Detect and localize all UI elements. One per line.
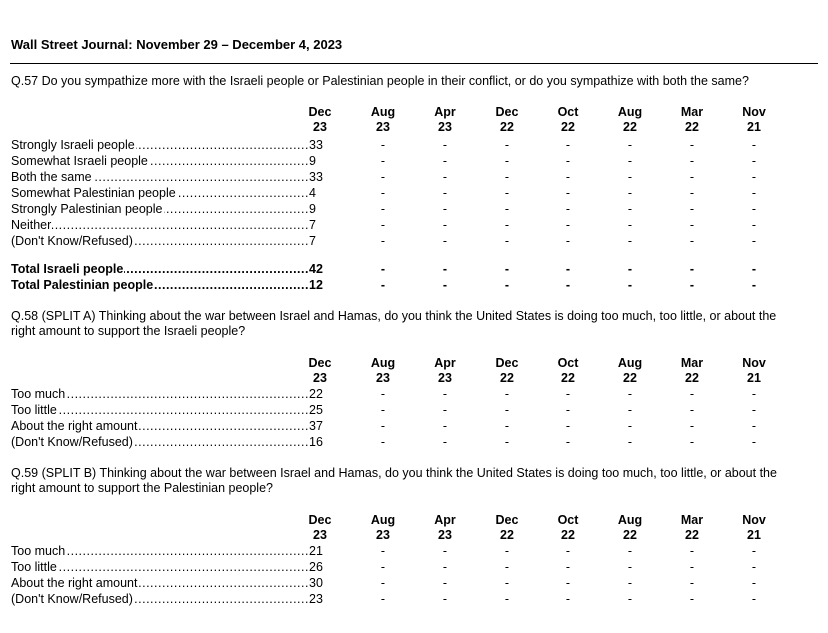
empty-cell: -: [565, 592, 571, 606]
column-year: 23: [438, 120, 452, 134]
column-year: 22: [685, 120, 699, 134]
empty-cell: -: [565, 218, 571, 232]
column-header: [295, 105, 345, 135]
row-label-cell: [11, 418, 309, 434]
column-month: Oct: [557, 513, 579, 527]
empty-cell: -: [689, 387, 695, 401]
column-header: [667, 356, 717, 386]
row-value: 25: [309, 403, 323, 417]
row-label-cell: [11, 185, 309, 201]
column-month: Oct: [557, 356, 579, 370]
empty-cell: -: [689, 186, 695, 200]
empty-cell: -: [380, 170, 386, 184]
column-header: [543, 105, 593, 135]
column-month: Aug: [370, 356, 396, 370]
column-header: [543, 513, 593, 543]
total-row: [11, 261, 757, 277]
empty-cell: -: [689, 419, 695, 433]
row-label-cell: [11, 386, 309, 402]
empty-cell: -: [565, 419, 571, 433]
column-year: 22: [561, 371, 575, 385]
empty-cell: -: [380, 387, 386, 401]
empty-cell: -: [380, 262, 386, 276]
empty-cell: -: [504, 138, 510, 152]
empty-cell: -: [380, 435, 386, 449]
column-header: [358, 105, 408, 135]
column-year: 22: [623, 120, 637, 134]
empty-cell: -: [504, 262, 510, 276]
column-year: 22: [500, 120, 514, 134]
document-header: Wall Street Journal: November 29 – December 4, 2023: [11, 37, 343, 52]
column-header: [420, 513, 470, 543]
column-year: 22: [561, 120, 575, 134]
column-month: Nov: [742, 513, 766, 527]
row-label: Too much: [11, 387, 66, 401]
empty-cell: -: [689, 278, 695, 292]
row-value: 7: [309, 234, 316, 248]
empty-cell: -: [442, 403, 448, 417]
empty-cell: -: [751, 138, 757, 152]
empty-cell: -: [627, 262, 633, 276]
column-month: Aug: [370, 105, 396, 119]
column-month: Dec: [308, 513, 332, 527]
row-label: Neither: [11, 218, 52, 232]
column-month: Nov: [742, 105, 766, 119]
column-year: 23: [313, 528, 327, 542]
empty-cell: -: [565, 170, 571, 184]
table-row: [11, 185, 757, 201]
empty-cell: -: [442, 278, 448, 292]
empty-cell: -: [442, 218, 448, 232]
row-value: 7: [309, 218, 316, 232]
empty-cell: -: [689, 544, 695, 558]
table-row: [11, 434, 757, 450]
column-month: Apr: [434, 105, 456, 119]
empty-cell: -: [689, 592, 695, 606]
row-value: 42: [309, 262, 323, 276]
empty-cell: -: [689, 403, 695, 417]
empty-cell: -: [565, 435, 571, 449]
empty-cell: -: [627, 170, 633, 184]
empty-cell: -: [442, 186, 448, 200]
column-month: Mar: [680, 105, 704, 119]
empty-cell: -: [504, 403, 510, 417]
column-month: Dec: [495, 513, 519, 527]
row-label: About the right amount: [11, 419, 138, 433]
column-header: [482, 513, 532, 543]
row-label: Somewhat Palestinian people: [11, 186, 176, 200]
column-year: 23: [313, 120, 327, 134]
column-header: [420, 105, 470, 135]
empty-cell: -: [627, 154, 633, 168]
table-row: [11, 201, 757, 217]
column-header: [358, 513, 408, 543]
empty-cell: -: [627, 403, 633, 417]
column-month: Aug: [617, 513, 643, 527]
row-value: 37: [309, 419, 323, 433]
empty-cell: -: [442, 419, 448, 433]
column-month: Mar: [680, 356, 704, 370]
row-value: 33: [309, 170, 323, 184]
column-month: Apr: [434, 513, 456, 527]
empty-cell: -: [565, 138, 571, 152]
row-label-cell: [11, 169, 309, 185]
empty-cell: -: [380, 576, 386, 590]
row-label-cell: [11, 277, 309, 293]
table-row: [11, 418, 757, 434]
column-year: 23: [376, 371, 390, 385]
row-label: Somewhat Israeli people: [11, 154, 148, 168]
empty-cell: -: [689, 154, 695, 168]
empty-cell: -: [689, 138, 695, 152]
column-header: [729, 356, 779, 386]
table-row: [11, 153, 757, 169]
column-year: 21: [747, 120, 761, 134]
empty-cell: -: [442, 154, 448, 168]
row-label-cell: [11, 261, 309, 277]
row-value: 9: [309, 202, 316, 216]
empty-cell: -: [751, 186, 757, 200]
empty-cell: -: [751, 560, 757, 574]
column-month: Apr: [434, 356, 456, 370]
row-label-cell: [11, 233, 309, 249]
empty-cell: -: [627, 202, 633, 216]
table-row: [11, 386, 757, 402]
empty-cell: -: [442, 138, 448, 152]
empty-cell: -: [504, 278, 510, 292]
column-month: Dec: [308, 105, 332, 119]
empty-cell: -: [442, 262, 448, 276]
column-month: Dec: [495, 356, 519, 370]
column-month: Dec: [495, 105, 519, 119]
column-year: 22: [623, 528, 637, 542]
empty-cell: -: [689, 218, 695, 232]
column-year: 23: [438, 371, 452, 385]
column-header: [358, 356, 408, 386]
row-label-cell: [11, 153, 309, 169]
empty-cell: -: [627, 560, 633, 574]
q57-text: Q.57 Do you sympathize more with the Israeli people or Palestinian people in their conflict, or do you sympathize with both the same?: [11, 74, 749, 88]
empty-cell: -: [751, 218, 757, 232]
row-label-cell: [11, 434, 309, 450]
empty-cell: -: [627, 138, 633, 152]
column-year: 22: [500, 371, 514, 385]
column-year: 21: [747, 371, 761, 385]
row-label: (Don't Know/Refused): [11, 592, 133, 606]
column-month: Aug: [617, 356, 643, 370]
column-year: 23: [313, 371, 327, 385]
column-month: Oct: [557, 105, 579, 119]
column-header: [605, 356, 655, 386]
empty-cell: -: [751, 154, 757, 168]
empty-cell: -: [504, 544, 510, 558]
row-label-cell: [11, 575, 309, 591]
empty-cell: -: [504, 186, 510, 200]
empty-cell: -: [565, 154, 571, 168]
empty-cell: -: [627, 544, 633, 558]
empty-cell: -: [504, 435, 510, 449]
empty-cell: -: [565, 202, 571, 216]
row-value: 30: [309, 576, 323, 590]
total-row: [11, 277, 757, 293]
empty-cell: -: [627, 419, 633, 433]
empty-cell: -: [689, 262, 695, 276]
empty-cell: -: [442, 544, 448, 558]
column-year: 22: [500, 528, 514, 542]
row-label-cell: [11, 201, 309, 217]
row-value: 26: [309, 560, 323, 574]
empty-cell: -: [751, 170, 757, 184]
column-year: 23: [438, 528, 452, 542]
row-label: (Don't Know/Refused): [11, 435, 133, 449]
empty-cell: -: [504, 170, 510, 184]
empty-cell: -: [442, 576, 448, 590]
column-month: Dec: [308, 356, 332, 370]
row-label: About the right amount: [11, 576, 138, 590]
empty-cell: -: [504, 202, 510, 216]
empty-cell: -: [689, 435, 695, 449]
column-header: [729, 513, 779, 543]
empty-cell: -: [504, 218, 510, 232]
empty-cell: -: [689, 202, 695, 216]
row-label: (Don't Know/Refused): [11, 234, 133, 248]
column-header: [667, 513, 717, 543]
column-year: 22: [623, 371, 637, 385]
empty-cell: -: [504, 234, 510, 248]
empty-cell: -: [565, 186, 571, 200]
empty-cell: -: [380, 592, 386, 606]
row-value: 22: [309, 387, 323, 401]
row-value: 9: [309, 154, 316, 168]
empty-cell: -: [380, 234, 386, 248]
empty-cell: -: [380, 154, 386, 168]
row-value: 16: [309, 435, 323, 449]
column-header: [667, 105, 717, 135]
table-row: [11, 575, 757, 591]
column-header: [482, 356, 532, 386]
empty-cell: -: [565, 544, 571, 558]
column-header: [420, 356, 470, 386]
empty-cell: -: [627, 435, 633, 449]
empty-cell: -: [565, 576, 571, 590]
row-value: 21: [309, 544, 323, 558]
row-label-cell: [11, 402, 309, 418]
column-month: Aug: [370, 513, 396, 527]
empty-cell: -: [504, 560, 510, 574]
empty-cell: -: [751, 435, 757, 449]
empty-cell: -: [565, 262, 571, 276]
table-row: [11, 543, 757, 559]
empty-cell: -: [751, 202, 757, 216]
row-label-cell: [11, 543, 309, 559]
column-year: 21: [747, 528, 761, 542]
empty-cell: -: [565, 387, 571, 401]
empty-cell: -: [565, 234, 571, 248]
empty-cell: -: [442, 560, 448, 574]
row-value: 12: [309, 278, 323, 292]
empty-cell: -: [442, 234, 448, 248]
table-row: [11, 217, 757, 233]
empty-cell: -: [689, 170, 695, 184]
empty-cell: -: [627, 234, 633, 248]
column-month: Aug: [617, 105, 643, 119]
column-year: 22: [685, 528, 699, 542]
empty-cell: -: [751, 419, 757, 433]
table-row: [11, 402, 757, 418]
empty-cell: -: [627, 186, 633, 200]
empty-cell: -: [751, 544, 757, 558]
column-month: Mar: [680, 513, 704, 527]
q58-text: Q.58 (SPLIT A) Thinking about the war between Israel and Hamas, do you think the United States is doing too much, too little, or about the right amount to support the Israeli people?: [11, 309, 777, 338]
row-label: Too little: [11, 560, 57, 574]
empty-cell: -: [380, 186, 386, 200]
column-header: [295, 356, 345, 386]
header-rule: [10, 63, 818, 64]
empty-cell: -: [504, 419, 510, 433]
empty-cell: -: [442, 170, 448, 184]
empty-cell: -: [380, 403, 386, 417]
empty-cell: -: [751, 403, 757, 417]
empty-cell: -: [751, 278, 757, 292]
empty-cell: -: [380, 278, 386, 292]
empty-cell: -: [442, 435, 448, 449]
empty-cell: -: [751, 387, 757, 401]
table-row: [11, 169, 757, 185]
row-label: Both the same: [11, 170, 92, 184]
empty-cell: -: [380, 560, 386, 574]
empty-cell: -: [689, 576, 695, 590]
row-value: 4: [309, 186, 316, 200]
empty-cell: -: [504, 387, 510, 401]
column-header: [605, 513, 655, 543]
row-label-cell: [11, 217, 309, 233]
empty-cell: -: [565, 278, 571, 292]
row-label-cell: [11, 591, 309, 607]
empty-cell: -: [504, 592, 510, 606]
empty-cell: -: [504, 154, 510, 168]
column-header: [729, 105, 779, 135]
empty-cell: -: [627, 218, 633, 232]
row-label: Total Palestinian people: [11, 278, 154, 292]
row-label: Too much: [11, 544, 66, 558]
column-year: 23: [376, 528, 390, 542]
empty-cell: -: [442, 202, 448, 216]
empty-cell: -: [380, 218, 386, 232]
empty-cell: -: [380, 544, 386, 558]
table-row: [11, 591, 757, 607]
empty-cell: -: [380, 202, 386, 216]
empty-cell: -: [751, 576, 757, 590]
empty-cell: -: [689, 560, 695, 574]
empty-cell: -: [442, 387, 448, 401]
empty-cell: -: [627, 592, 633, 606]
empty-cell: -: [504, 576, 510, 590]
column-month: Nov: [742, 356, 766, 370]
empty-cell: -: [565, 403, 571, 417]
column-year: 23: [376, 120, 390, 134]
column-header: [295, 513, 345, 543]
table-row: [11, 559, 757, 575]
row-label-cell: [11, 559, 309, 575]
column-header: [605, 105, 655, 135]
column-header: [482, 105, 532, 135]
column-year: 22: [685, 371, 699, 385]
row-label: Too little: [11, 403, 57, 417]
row-label: Total Israeli people: [11, 262, 124, 276]
empty-cell: -: [380, 419, 386, 433]
empty-cell: -: [627, 278, 633, 292]
row-value: 33: [309, 138, 323, 152]
empty-cell: -: [751, 592, 757, 606]
column-year: 22: [561, 528, 575, 542]
row-value: 23: [309, 592, 323, 606]
empty-cell: -: [751, 234, 757, 248]
row-label: Strongly Israeli people: [11, 138, 135, 152]
empty-cell: -: [627, 576, 633, 590]
empty-cell: -: [565, 560, 571, 574]
empty-cell: -: [627, 387, 633, 401]
q59-text: Q.59 (SPLIT B) Thinking about the war between Israel and Hamas, do you think the United States is doing too much, too little, or about the right amount to support the Palestinian people?: [11, 466, 777, 495]
column-header: [543, 356, 593, 386]
empty-cell: -: [751, 262, 757, 276]
row-label-cell: [11, 137, 309, 153]
table-row: [11, 137, 757, 153]
row-label: Strongly Palestinian people: [11, 202, 163, 216]
empty-cell: -: [380, 138, 386, 152]
table-row: [11, 233, 757, 249]
empty-cell: -: [689, 234, 695, 248]
empty-cell: -: [442, 592, 448, 606]
